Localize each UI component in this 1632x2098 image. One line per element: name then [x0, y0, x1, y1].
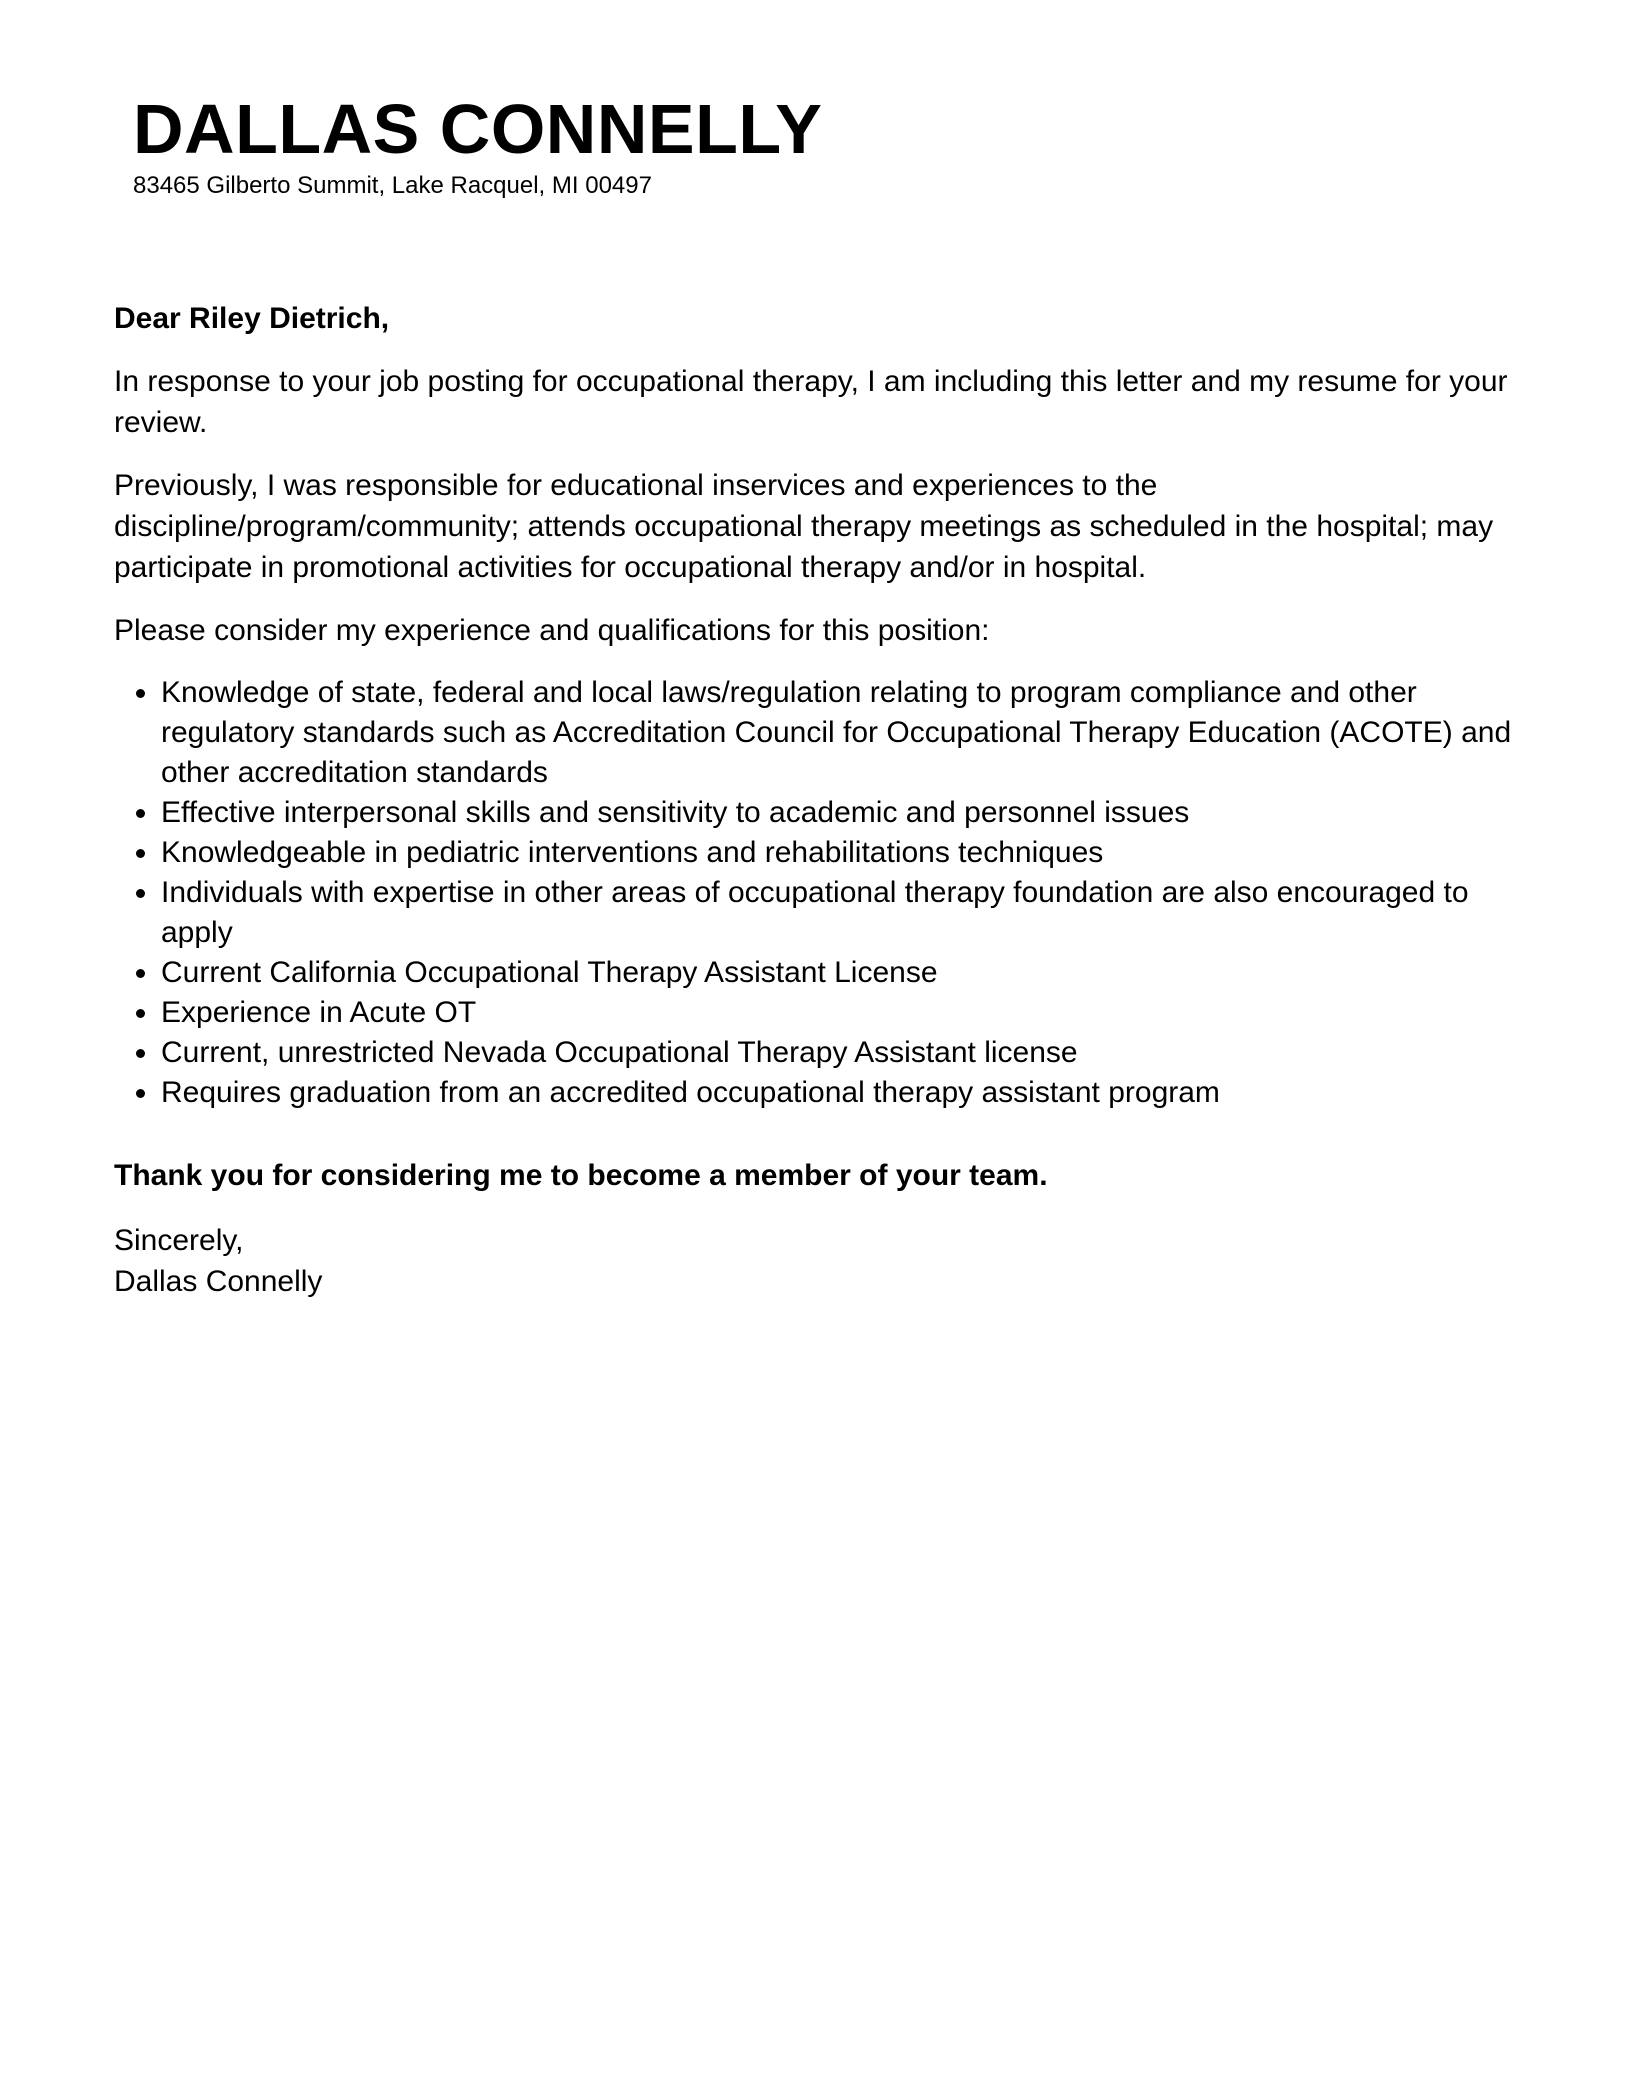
- list-item: Individuals with expertise in other areas of occupational therapy foundation are also encouraged to apply: [161, 873, 1534, 953]
- applicant-name: DALLAS CONNELLY: [133, 90, 823, 168]
- list-item: Current, unrestricted Nevada Occupational Therapy Assistant license: [161, 1033, 1534, 1073]
- qualifications-list: [114, 673, 1534, 1113]
- list-item: Requires graduation from an accredited occupational therapy assistant program: [161, 1073, 1534, 1113]
- letter-header: [133, 88, 822, 202]
- salutation: Dear Riley Dietrich,: [114, 302, 390, 335]
- experience-paragraph: Previously, I was responsible for educational inservices and experiences to the discipline/program/community; attends occupational therapy meetings as scheduled in the hospital; may participate in promotional activities for occupational therapy and/or in hospital.: [114, 469, 1494, 584]
- closing-statement: Thank you for considering me to become a member of your team.: [114, 1159, 1048, 1192]
- letter-body: [114, 298, 1534, 1302]
- intro-paragraph: In response to your job posting for occupational therapy, I am including this letter and my resume for your review.: [114, 365, 1508, 439]
- qualifications-intro: Please consider my experience and qualifications for this position:: [114, 614, 990, 647]
- list-item: Experience in Acute OT: [161, 993, 1534, 1033]
- applicant-address: 83465 Gilberto Summit, Lake Racquel, MI 00497: [133, 172, 652, 199]
- list-item: Knowledgeable in pediatric interventions and rehabilitations techniques: [161, 833, 1534, 873]
- signoff: Sincerely,: [114, 1224, 244, 1257]
- list-item: Knowledge of state, federal and local laws/regulation relating to program compliance and other regulatory standards such as Accreditation Council for Occupational Therapy Education (ACOTE) and other accreditation standards: [161, 673, 1534, 793]
- list-item: Effective interpersonal skills and sensitivity to academic and personnel issues: [161, 793, 1534, 833]
- signature-name: Dallas Connelly: [114, 1265, 323, 1298]
- list-item: Current California Occupational Therapy Assistant License: [161, 953, 1534, 993]
